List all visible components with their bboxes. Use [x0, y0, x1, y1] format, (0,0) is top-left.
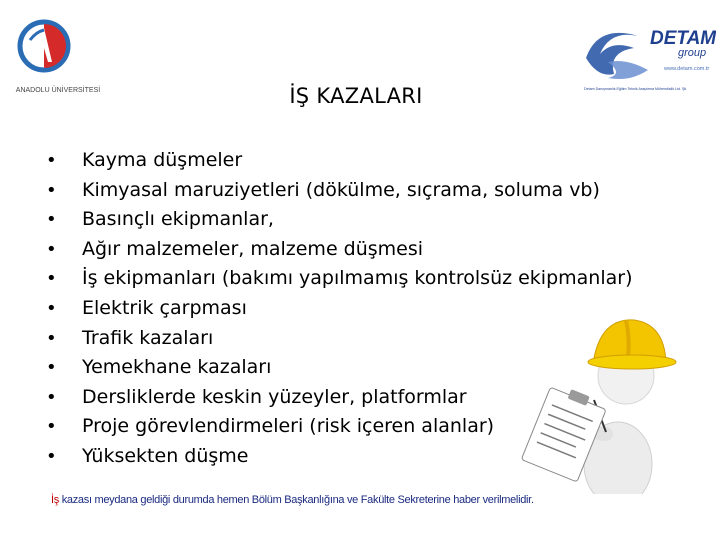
- list-item: • Ağır malzemeler, malzeme düşmesi: [46, 235, 633, 265]
- list-item: • İş ekipmanları (bakımı yapılmamış kontrolsüz ekipmanlar): [46, 264, 633, 294]
- list-item: • Kayma düşmeler: [46, 146, 633, 176]
- worker-with-helmet-illustration: [510, 314, 680, 494]
- detam-url: www.detam.com.tr: [664, 66, 710, 72]
- list-item: • Elektrik çarpması: [46, 294, 633, 324]
- footnote: [51, 494, 534, 506]
- list-item: • Trafik kazaları: [46, 324, 633, 354]
- slide-title: İŞ KAZALARI: [289, 84, 423, 108]
- detam-brand: DETAM: [650, 28, 716, 49]
- list-item: • Kimyasal maruziyetleri (dökülme, sıçrama, soluma vb): [46, 176, 633, 206]
- footnote-prefix: İş: [51, 494, 62, 506]
- list-item: • Basınçlı ekipmanlar,: [46, 205, 633, 235]
- list-item: • Yüksekten düşme: [46, 442, 633, 472]
- detam-tagline: Detam Danışmanlık Eğitim Teknik Araştırma Mühendislik Ltd. Şti.: [584, 87, 688, 91]
- anadolu-caption: ANADOLU ÜNİVERSİTESİ: [15, 87, 101, 94]
- detam-sub: group: [678, 47, 707, 59]
- footnote-text: kazası meydana geldiği durumda hemen Bölüm Başkanlığına ve Fakülte Sekreterine haber verilmelidir.: [61, 494, 534, 506]
- list-item: • Dersliklerde keskin yüzeyler, platformlar: [46, 383, 633, 413]
- list-item: • Yemekhane kazaları: [46, 353, 633, 383]
- list-item: • Proje görevlendirmeleri (risk içeren alanlar): [46, 412, 633, 442]
